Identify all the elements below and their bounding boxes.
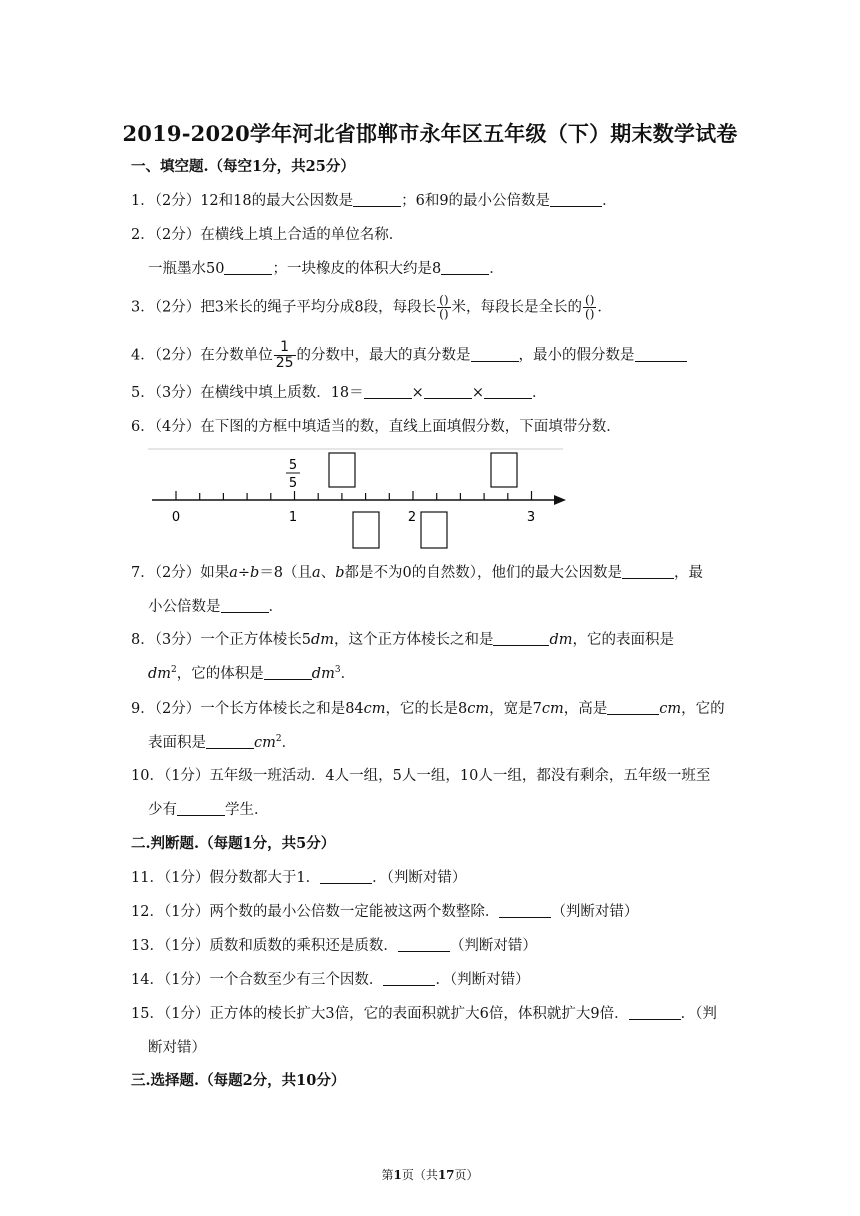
section-fill-blank: 一、填空题.（每空1分，共25分） bbox=[131, 158, 355, 175]
question-15: 15．（1分）正方体的棱长扩大3倍，它的表面积就扩大6倍，体积就扩大9倍． ．（判 bbox=[131, 1006, 717, 1022]
question-2: 2．（2分）在横线上填上合适的单位名称． bbox=[131, 227, 404, 243]
answer-blank[interactable] bbox=[550, 192, 602, 207]
answer-box-above bbox=[329, 453, 355, 487]
question-15-line-2: 断对错） bbox=[148, 1040, 206, 1056]
answer-blank[interactable] bbox=[635, 347, 687, 362]
question-4: 4．（2分）在分数单位 $\frac{1}{25}$ 的分数中，最大的真分数是 ，最小的假分数是 bbox=[131, 340, 687, 371]
question-10-line-2: 少有 学生． bbox=[148, 802, 269, 818]
answer-blank[interactable] bbox=[398, 937, 450, 952]
answer-blank[interactable] bbox=[424, 384, 472, 399]
answer-blank[interactable] bbox=[484, 384, 532, 399]
answer-blank[interactable] bbox=[471, 347, 519, 362]
answer-blank[interactable] bbox=[353, 192, 401, 207]
answer-blank[interactable] bbox=[206, 734, 254, 749]
question-11: 11．（1分）假分数都大于1． ．（判断对错） bbox=[131, 870, 467, 886]
answer-box-below bbox=[353, 512, 379, 548]
fraction-blank[interactable]: $\frac{()}{()}$ bbox=[585, 293, 595, 321]
question-2-line-2: 一瓶墨水50 ；一块橡皮的体积大约是8 ． bbox=[148, 261, 504, 277]
tick-label: 0 bbox=[171, 510, 181, 525]
answer-blank[interactable] bbox=[629, 1005, 681, 1020]
answer-blank[interactable] bbox=[177, 801, 225, 816]
question-3: 3．（2分）把3米长的绳子平均分成8段，每段长 $\frac{()}{()}$ 米，每段长是全长的 $\frac{()}{()}$ ． bbox=[131, 293, 612, 321]
tick-label: 3 bbox=[526, 510, 536, 525]
question-12: 12．（1分）两个数的最小公倍数一定能被这两个数整除． （判断对错） bbox=[131, 904, 639, 920]
page-footer: 第1页（共17页） bbox=[381, 1168, 479, 1182]
answer-blank[interactable] bbox=[607, 700, 659, 715]
question-13: 13．（1分）质数和质数的乘积还是质数． （判断对错） bbox=[131, 938, 537, 954]
number-line-figure bbox=[148, 447, 568, 555]
answer-box-above bbox=[491, 453, 517, 487]
question-14: 14．（1分）一个合数至少有三个因数． ．（判断对错） bbox=[131, 972, 530, 988]
answer-blank[interactable] bbox=[383, 971, 435, 986]
answer-blank[interactable] bbox=[224, 260, 272, 275]
question-10: 10．（1分）五年级一班活动．4人一组，5人一组，10人一组，都没有剩余，五年级一班至 bbox=[131, 768, 711, 784]
answer-blank[interactable] bbox=[493, 631, 549, 646]
fraction-unit: $\frac{1}{25}$ bbox=[275, 339, 294, 371]
fraction-blank[interactable]: $\frac{()}{()}$ bbox=[439, 293, 449, 321]
fraction-numerator: 5 bbox=[288, 458, 298, 473]
answer-blank[interactable] bbox=[499, 903, 551, 918]
answer-blank[interactable] bbox=[264, 665, 312, 680]
question-7: 7．（2分）如果a÷b＝8（且a、b都是不为0的自然数），他们的最大公因数是 ，最 bbox=[131, 565, 703, 581]
question-9-line-2: 表面积是 $cm^2$． bbox=[148, 734, 297, 751]
arrow-head-icon bbox=[554, 495, 566, 505]
question-5: 5．（3分）在横线中填上质数．18＝ × × ． bbox=[131, 385, 547, 401]
question-7-line-2: 小公倍数是 ． bbox=[148, 599, 283, 615]
question-9: 9．（2分）一个长方体棱长之和是84cm，它的长是8cm，宽是7cm，高是 cm，它的 bbox=[131, 701, 725, 717]
question-8-line-2: $dm^2$，它的体积是 $dm^3$． bbox=[148, 665, 356, 682]
page-title: 2019-2020学年河北省邯郸市永年区五年级（下）期末数学试卷 bbox=[122, 121, 738, 146]
answer-blank[interactable] bbox=[320, 869, 372, 884]
answer-blank[interactable] bbox=[441, 260, 489, 275]
tick-label: 2 bbox=[407, 510, 417, 525]
tick-marks bbox=[176, 491, 532, 500]
answer-box-below bbox=[421, 512, 447, 548]
answer-blank[interactable] bbox=[221, 598, 269, 613]
section-true-false: 二.判断题.（每题1分，共5分） bbox=[131, 835, 336, 852]
question-6: 6．（4分）在下图的方框中填适当的数，直线上面填假分数，下面填带分数． bbox=[131, 419, 621, 435]
tick-label: 1 bbox=[288, 510, 298, 525]
answer-blank[interactable] bbox=[622, 564, 674, 579]
question-8: 8．（3分）一个正方体棱长5dm，这个正方体棱长之和是 dm，它的表面积是 bbox=[131, 632, 675, 648]
question-1: 1．（2分）12和18的最大公因数是 ；6和9的最小公倍数是 ． bbox=[131, 193, 617, 209]
answer-blank[interactable] bbox=[364, 384, 412, 399]
fraction-denominator: 5 bbox=[288, 476, 298, 491]
section-multiple-choice: 三.选择题.（每题2分，共10分） bbox=[131, 1072, 346, 1089]
